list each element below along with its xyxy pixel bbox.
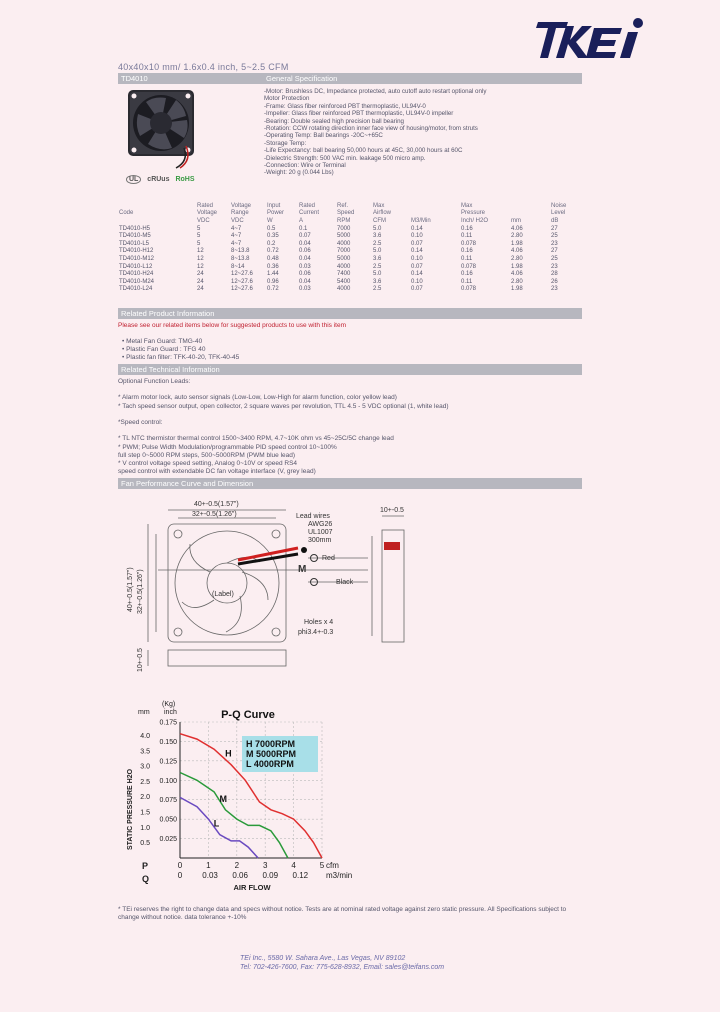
table-cell: 5.0 <box>373 271 382 278</box>
hole-dia-label: phi3.4+-0.3 <box>298 629 334 636</box>
table-cell: 26 <box>551 278 558 285</box>
table-cell: 24 <box>197 278 204 285</box>
technical-line: * PWM; Pulse Width Modulation/programmable PID speed control 10~100% <box>118 443 337 451</box>
x-tick-label-m3min: 0.03 <box>202 871 218 880</box>
y-tick-label-mm: 3.0 <box>140 763 150 771</box>
legend-entry: L 4000RPM <box>246 759 294 769</box>
length-label: 300mm <box>308 537 332 544</box>
contact-address: TEi Inc., 5580 W. Sahara Ave., Las Vegas, NV 89102 <box>240 955 406 962</box>
table-cell: 4000 <box>337 240 351 247</box>
table-cell: 3.6 <box>373 278 382 285</box>
table-cell: 0.96 <box>267 278 279 285</box>
technical-info-bar: Related Technical Information <box>118 364 582 375</box>
y-tick-label-mm: 0.5 <box>140 840 150 848</box>
axis-q-label: Q <box>142 874 150 884</box>
table-header-cell <box>410 202 460 210</box>
y-tick-label-inch: 0.125 <box>159 758 177 766</box>
y-unit-header: (Kg) <box>162 701 176 708</box>
y-tick-label-mm: 1.5 <box>140 809 150 817</box>
table-cell: 0.2 <box>267 240 276 247</box>
table-cell: TD4010-H12 <box>119 248 154 255</box>
table-cell: 0.078 <box>461 263 477 270</box>
dim-hole-height: 32+-0.5(1.26") <box>137 569 144 614</box>
cul-badge: cRUus <box>147 176 170 183</box>
table-cell: 2.80 <box>511 255 523 262</box>
model-label: TD4010 <box>121 74 148 83</box>
table-cell: 0.03 <box>299 286 311 293</box>
table-header-cell: Rated <box>197 202 214 209</box>
table-header-cell: Input <box>267 202 281 209</box>
table-cell: 0.10 <box>411 278 423 285</box>
x-tick-label-m3min: 0.09 <box>262 871 279 880</box>
red-label: Red <box>322 555 335 562</box>
spec-line: -Dielectric Strength: 500 VAC min. leakage 500 micro amp. <box>264 154 426 162</box>
table-header-cell: Airflow <box>373 210 392 217</box>
spec-line: -Frame: Glass fiber reinforced PBT thermoplastic, UL94V-0 <box>264 102 426 110</box>
x-tick-label-m3min: 0.12 <box>292 871 309 880</box>
axis-p-label: P <box>142 861 149 871</box>
table-cell: 5 <box>197 233 201 240</box>
table-cell: 8~14 <box>231 263 245 270</box>
table-cell: 23 <box>551 263 558 270</box>
table-header-cell: Pressure <box>461 210 486 217</box>
table-header-cell: RPM <box>337 217 351 224</box>
table-row <box>118 240 582 248</box>
spec-line: -Bearing: Double sealed high precision ball bearing <box>264 117 404 125</box>
y-tick-label-inch: 0.150 <box>159 738 177 746</box>
table-cell: 0.11 <box>461 255 473 262</box>
table-cell: 12~27.6 <box>231 278 253 285</box>
table-cell: 1.98 <box>511 263 523 270</box>
table-header-cell: W <box>267 217 273 224</box>
table-cell: 0.078 <box>461 240 477 247</box>
technical-line <box>118 427 582 435</box>
spec-line: -Rotation: CCW rotating direction inner face view of housing/motor, from struts <box>264 125 478 133</box>
table-header-cell: VDC <box>197 217 210 224</box>
table-cell: 0.36 <box>267 263 279 270</box>
table-header-cell: Range <box>231 210 249 217</box>
table-cell: 0.078 <box>461 286 477 293</box>
table-cell: 0.1 <box>299 225 308 232</box>
table-header-cell: A <box>299 217 304 224</box>
table-cell: 5000 <box>337 233 351 240</box>
table-cell: 3.6 <box>373 255 382 262</box>
table-header-cell: Max <box>373 202 385 209</box>
spec-line: -Storage Temp: <box>264 139 307 147</box>
y-tick-label-mm: 1.0 <box>140 824 150 832</box>
technical-line: * Tach speed sensor output, open collector, 2 square waves per revolution, TTL 4.5 - 5 VDC optional (1, white lead) <box>118 402 449 410</box>
table-cell: 4.06 <box>511 225 523 232</box>
table-cell: 12 <box>197 255 204 262</box>
table-cell: TD4010-M12 <box>119 255 155 262</box>
table-cell: 0.11 <box>461 278 473 285</box>
table-cell: 27 <box>551 248 558 255</box>
table-cell: 2.80 <box>511 233 523 240</box>
table-cell: 0.03 <box>299 263 311 270</box>
table-cell: 3.6 <box>373 233 382 240</box>
spec-line: -Operating Temp: Ball bearings -20C~+65C <box>264 132 383 140</box>
related-item: • Metal Fan Guard: TMG-40 <box>122 338 203 345</box>
table-cell: TD4010-L5 <box>119 240 150 247</box>
table-row <box>118 263 582 271</box>
technical-line: * Alarm motor lock, auto sensor signals (Low-Low, Low-High for alarm function, color yellow lead) <box>118 394 397 402</box>
table-cell: 0.07 <box>411 286 423 293</box>
related-item: • Plastic fan filter: TFK-40-20, TFK-40-45 <box>122 354 240 361</box>
table-header-cell <box>118 202 196 210</box>
table-cell: 1.98 <box>511 286 523 293</box>
rohs-badge: RoHS <box>175 176 195 183</box>
spec-line: -Impeller: Glass fiber reinforced PBT thermoplastic, UL94V-0 impeller <box>264 110 454 118</box>
table-cell: 2.5 <box>373 240 382 247</box>
table-cell: 0.35 <box>267 233 279 240</box>
table-cell: 28 <box>551 271 558 278</box>
x-tick-label-m3min: 0 <box>177 871 183 880</box>
table-cell: 7000 <box>337 225 351 232</box>
general-spec-label: General Specification <box>266 74 338 83</box>
table-header-cell: Voltage <box>197 210 218 217</box>
technical-line <box>118 411 582 419</box>
technical-line: full step 0~5000 RPM steps, 500~5000RPM (PWM blue lead) <box>118 451 296 459</box>
y-tick-label-inch: 0.175 <box>159 719 177 727</box>
related-items-list <box>122 338 239 362</box>
table-cell: 5 <box>197 225 201 232</box>
table-header-cell: M3/Min <box>411 217 431 224</box>
spec-table <box>118 202 582 293</box>
table-header-cell: Code <box>119 210 134 217</box>
table-cell: 0.10 <box>411 255 423 262</box>
table-cell: 0.04 <box>299 278 311 285</box>
x-unit-cfm: cfm <box>326 861 339 870</box>
table-cell: 24 <box>197 286 204 293</box>
performance-bar: Fan Performance Curve and Dimension <box>118 478 582 489</box>
y-tick-label-mm: 3.5 <box>140 748 150 756</box>
table-cell: 2.5 <box>373 263 382 270</box>
table-cell: 5400 <box>337 278 351 285</box>
table-cell: 4~7 <box>231 240 242 247</box>
table-cell: TD4010-L24 <box>119 286 153 293</box>
holes-label: Holes x 4 <box>304 619 334 626</box>
table-cell: 7400 <box>337 271 351 278</box>
m-label: M <box>298 564 307 575</box>
table-cell: 0.04 <box>299 240 311 247</box>
x-tick-label-m3min: 0.06 <box>232 871 248 880</box>
table-cell: 0.16 <box>461 271 473 278</box>
table-cell: 0.16 <box>461 225 473 232</box>
y-unit-mm: mm <box>138 709 150 716</box>
table-cell: TD4010-H24 <box>119 271 154 278</box>
table-header-cell <box>118 217 196 225</box>
table-cell: 8~13.8 <box>231 255 250 262</box>
table-header-cell: Current <box>299 210 320 217</box>
y-tick-label-inch: 0.100 <box>159 777 177 785</box>
table-cell: 23 <box>551 240 558 247</box>
table-cell: 0.07 <box>411 240 423 247</box>
table-cell: 25 <box>551 255 558 262</box>
table-cell: 12~27.6 <box>231 271 253 278</box>
dim-side-depth: 10+-0.5 <box>137 648 144 672</box>
table-header-cell <box>510 202 550 210</box>
table-header-cell: VDC <box>231 217 244 224</box>
table-cell: 5.0 <box>373 248 382 255</box>
table-header-cell: Voltage <box>231 202 252 209</box>
dim-overall-width: 40+-0.5(1.57") <box>194 501 239 508</box>
y-tick-label-mm: 2.0 <box>140 794 150 802</box>
table-cell: 5 <box>197 240 201 247</box>
footnote: * TEi reserves the right to change data and specs without notice. Tests are at nominal rated voltage against zero static pressure. All Specifications subject to change without notice. data tolerance +-10% <box>118 906 567 921</box>
black-label: Black <box>336 579 354 586</box>
table-header-cell: Level <box>551 210 566 217</box>
lead-wires-label: Lead wires <box>296 513 330 520</box>
table-header-row <box>118 210 582 218</box>
x-tick-label-cfm: 2 <box>234 861 240 870</box>
x-tick-label-cfm: 3 <box>262 861 268 870</box>
table-cell: 4000 <box>337 286 351 293</box>
related-item: • Plastic Fan Guard : TFG 40 <box>122 346 206 353</box>
technical-info <box>118 378 582 476</box>
cert-badges <box>126 176 195 183</box>
legend-entry: H 7000RPM <box>246 739 296 749</box>
table-header-row <box>118 202 582 210</box>
table-header-cell: Power <box>267 210 285 217</box>
table-cell: 24 <box>197 271 204 278</box>
legend-entry: M 5000RPM <box>246 749 297 759</box>
series-label-h: H <box>225 748 232 759</box>
x-tick-label-cfm: 4 <box>291 861 296 870</box>
table-row <box>118 278 582 286</box>
y-unit-inch: inch <box>164 709 177 716</box>
table-cell: 0.04 <box>299 255 311 262</box>
table-cell: 12 <box>197 248 204 255</box>
x-unit-m3min: m3/min <box>326 871 353 880</box>
spec-header-bar <box>118 73 582 84</box>
dim-overall-height: 40+-0.5(1.57") <box>127 567 134 612</box>
table-row <box>118 270 582 278</box>
table-cell: 4000 <box>337 263 351 270</box>
chart-title: P-Q Curve <box>221 709 275 721</box>
table-cell: 0.72 <box>267 248 279 255</box>
table-cell: 0.06 <box>299 248 311 255</box>
table-cell: 12~27.6 <box>231 286 253 293</box>
table-cell: 1.98 <box>511 240 523 247</box>
general-spec-list <box>264 88 582 177</box>
table-header-cell <box>410 210 460 218</box>
table-cell: 4.06 <box>511 248 523 255</box>
table-row <box>118 255 582 263</box>
y-tick-label-inch: 0.025 <box>159 836 177 844</box>
table-row <box>118 286 582 294</box>
y-tick-label-mm: 4.0 <box>140 732 150 740</box>
y-tick-label-mm: 2.5 <box>140 778 150 786</box>
table-cell: 0.10 <box>411 233 423 240</box>
pq-curve-chart <box>118 700 458 900</box>
label-text: (Label) <box>212 591 234 598</box>
table-header-cell <box>510 210 550 218</box>
dim-depth: 10+-0.5 <box>380 507 404 514</box>
y-axis-label: STATIC PRESSURE H2O <box>127 768 134 850</box>
table-header-cell: Noise <box>551 202 567 209</box>
y-tick-label-inch: 0.075 <box>159 797 177 805</box>
table-cell: 0.07 <box>411 263 423 270</box>
table-cell: 0.14 <box>411 271 423 278</box>
table-cell: 4~7 <box>231 225 242 232</box>
table-header-row <box>118 217 582 225</box>
table-cell: 5.0 <box>373 225 382 232</box>
spec-line: -Motor: Brushless DC, Impedance protected, auto cutoff auto restart optional only <box>264 88 487 95</box>
table-cell: 2.80 <box>511 278 523 285</box>
dimension-drawing <box>118 492 582 688</box>
table-cell: TD4010-H5 <box>119 225 151 232</box>
table-header-cell: Ref. <box>337 202 349 209</box>
x-axis-label: AIR FLOW <box>233 883 271 892</box>
series-label-m: M <box>219 793 227 804</box>
series-label-l: L <box>213 818 220 829</box>
table-cell: 4~7 <box>231 233 242 240</box>
contact-phone-email: Tel: 702-426-7600, Fax: 775-628-8932, Email: sales@teifans.com <box>240 964 445 971</box>
table-cell: 25 <box>551 233 558 240</box>
x-tick-label-cfm: 0 <box>177 861 183 870</box>
table-cell: 0.16 <box>461 248 473 255</box>
table-cell: 0.14 <box>411 248 423 255</box>
related-note: Please see our related items below for suggested products to use with this item <box>118 322 346 329</box>
table-cell: 27 <box>551 225 558 232</box>
table-cell: 0.14 <box>411 225 423 232</box>
table-cell: 7000 <box>337 248 351 255</box>
table-cell: 8~13.8 <box>231 248 250 255</box>
ul-badge: UL <box>126 175 141 184</box>
fan-photo <box>126 86 196 170</box>
table-header-cell: mm <box>511 217 521 224</box>
technical-line: * V control voltage speed setting, Analog 0~10V or speed RS4 <box>118 460 298 468</box>
product-title: 40x40x10 mm/ 1.6x0.4 inch, 5~2.5 CFM <box>118 62 289 72</box>
table-cell: 2.5 <box>373 286 382 293</box>
table-cell: 0.11 <box>461 233 473 240</box>
table-cell: 1.44 <box>267 271 279 278</box>
table-cell: TD4010-M24 <box>119 278 155 285</box>
technical-line <box>118 386 582 394</box>
table-header-cell: dB <box>551 217 559 224</box>
y-tick-label-inch: 0.050 <box>159 816 177 824</box>
tei-logo <box>530 14 680 60</box>
x-tick-label-cfm: 5 <box>319 861 325 870</box>
table-cell: 0.07 <box>299 233 311 240</box>
spec-line: -Connection: Wire or Terminal <box>264 162 346 170</box>
dim-hole-spacing: 32+-0.5(1.26") <box>192 511 237 518</box>
table-header-cell: Speed <box>337 210 355 217</box>
table-cell: 12 <box>197 263 204 270</box>
table-cell: TD4010-M5 <box>119 233 151 240</box>
x-tick-label-cfm: 1 <box>206 861 211 870</box>
spec-line: -Life Expectancy: ball bearing 50,000 hours at 45C, 30,000 hours at 60C <box>264 147 463 155</box>
table-row <box>118 225 582 233</box>
table-cell: 5000 <box>337 255 351 262</box>
spec-line: -Weight: 20 g (0.044 Lbs) <box>264 169 334 177</box>
technical-line: speed control with extendable DC fan voltage interface (V, grey lead) <box>118 468 316 476</box>
table-row <box>118 248 582 256</box>
table-header-cell: Rated <box>299 202 316 209</box>
table-cell: 4.06 <box>511 271 523 278</box>
table-header-cell: Inch/ H2O <box>461 217 489 224</box>
table-header-cell: Max <box>461 202 473 209</box>
awg-label: AWG26 <box>308 521 333 528</box>
technical-line: *Speed control: <box>118 419 163 427</box>
related-product-bar: Related Product Information <box>118 308 582 319</box>
table-cell: 0.72 <box>267 286 279 293</box>
table-cell: 23 <box>551 286 558 293</box>
technical-line: * TL NTC thermistor thermal control 1500~3400 RPM, 4.7~10K ohm vs 45~25C/5C change lead <box>118 435 394 443</box>
technical-line: Optional Function Leads: <box>118 378 191 385</box>
ul-label: UL1007 <box>308 529 333 536</box>
spec-line: Motor Protection <box>264 95 310 103</box>
table-cell: 0.06 <box>299 271 311 278</box>
table-row <box>118 232 582 240</box>
contact-info <box>240 954 540 972</box>
table-cell: TD4010-L12 <box>119 263 153 270</box>
table-header-cell: CFM <box>373 217 386 224</box>
table-cell: 0.48 <box>267 255 279 262</box>
table-cell: 0.5 <box>267 225 276 232</box>
